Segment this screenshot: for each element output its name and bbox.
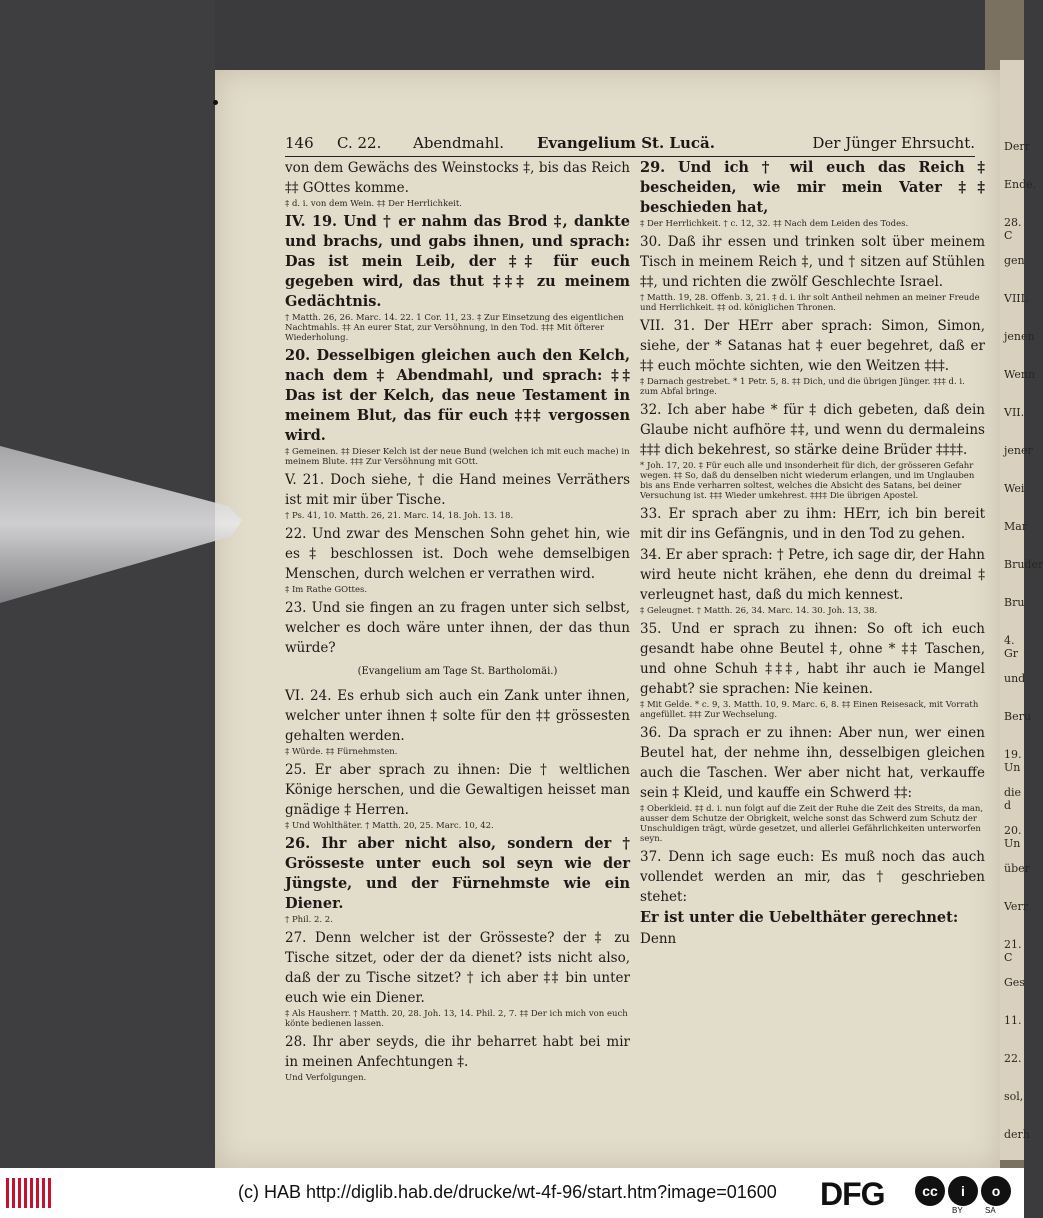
edge-fragment: Wenn <box>1004 368 1036 381</box>
barcode-bar <box>18 1178 21 1208</box>
footnote: ‡ Geleugnet. † Matth. 26, 34. Marc. 14. 30. Joh. 13, 38. <box>640 606 878 616</box>
edge-fragment: VIII. <box>1004 292 1029 305</box>
topic-label: Abendmahl. <box>413 134 504 152</box>
footnote: ‡ Im Rathe GOttes. <box>285 585 368 595</box>
footnote: ‡ Würde. ‡‡ Fürnehmsten. <box>285 747 398 757</box>
footnote: ‡ Oberkleid. ‡‡ d. i. nun folgt auf die Zeit der Ruhe die Zeit des Streits, da man, ausser dem Schutze der Obrigkeit, welche sonst das Schwerd zum Schutz der Unschuldigen trägt, würde gesetzet, und allerlei Gefährlichkeiten unterworfen seyn. <box>640 804 984 844</box>
footnote: ‡ Als Hausherr. † Matth. 20, 28. Joh. 13, 14. Phil. 2, 7. ‡‡ Der ich mich von euch könte bedienen lassen. <box>285 1009 628 1029</box>
footnote: ‡ Und Wohlthäter. † Matth. 20, 25. Marc. 10, 42. <box>285 821 494 831</box>
edge-fragment: 21. C <box>1004 938 1022 964</box>
verse-paragraph: 25. Er aber sprach zu ihnen: Die † weltlichen Könige herschen, und die Gewaltigen heisset man gnädige ‡ Herren. <box>285 762 630 818</box>
verse-paragraph: von dem Gewächs des Weinstocks ‡, bis das Reich ‡‡ GOttes komme. <box>285 160 630 196</box>
sa-label: SA <box>985 1206 996 1215</box>
right-column <box>640 158 985 950</box>
footnote: ‡ Darnach gestrebet. * 1 Petr. 5, 8. ‡‡ Dich, und die übrigen Jünger. ‡‡‡ d. i. zum Abfal bringe. <box>640 377 965 397</box>
edge-fragment: 28. C <box>1004 216 1022 242</box>
verse-paragraph: 36. Da sprach er zu ihnen: Aber nun, wer einen Beutel hat, der nehme ihn, desselbigen gleichen auch die Taschen. Wer aber nicht hat, verkauffe sein ‡ Kleid, und kauffe ein Schwerd ‡‡: <box>640 725 985 801</box>
barcode-bar <box>30 1178 33 1208</box>
barcode-bar <box>6 1178 9 1208</box>
verse-paragraph: VI. 24. Es erhub sich auch ein Zank unter ihnen, welcher unter ihnen ‡ solte für den ‡‡ grössesten gehalten werden. <box>285 688 630 744</box>
verse-paragraph: 29. Und ich † wil euch das Reich ‡ bescheiden, wie mir mein Vater ‡‡ beschieden hat, <box>640 159 985 216</box>
next-page-edge <box>1000 60 1043 1160</box>
barcode-logo <box>6 1178 51 1208</box>
book-page <box>215 70 1000 1168</box>
footnote: † Phil. 2. 2. <box>285 915 333 925</box>
footnote: † Matth. 19, 28. Offenb. 3, 21. ‡ d. i. ihr solt Antheil nehmen an meiner Freude und Herrlichkeit. ‡‡ od. königlichen Thronen. <box>640 293 980 313</box>
edge-fragment: sol, <box>1004 1090 1024 1103</box>
edge-fragment: gen <box>1004 254 1025 267</box>
footnote: ‡ Gemeinen. ‡‡ Dieser Kelch ist der neue Bund (welchen ich mit euch mache) in meinem Blute. ‡‡‡ Zur Versöhnung mit GOtt. <box>285 447 630 467</box>
credit-text: (c) HAB http://diglib.hab.de/drucke/wt-4f-96/start.htm?image=01600 <box>238 1182 777 1202</box>
barcode-bar <box>42 1178 45 1208</box>
verse-paragraph: 35. Und er sprach zu ihnen: So oft ich euch gesandt habe ohne Beutel ‡, ohne * ‡‡ Taschen, und ohne Schuh ‡‡‡, habt ihr auch ie Mangel gehabt? sie sprachen: Nie keinen. <box>640 621 985 697</box>
license-badge <box>915 1176 1011 1206</box>
edge-fragment: VII. <box>1004 406 1025 419</box>
page-header <box>285 134 975 157</box>
verse-paragraph: 32. Ich aber habe * für ‡ dich gebeten, daß dein Glaube nicht aufhöre ‡‡, und wenn du dermaleins ‡‡‡ dich bekehrest, so stärke deine Brüder ‡‡‡‡. <box>640 402 985 458</box>
edge-fragment: Bru <box>1004 596 1025 609</box>
verse-paragraph: 22. Und zwar des Menschen Sohn gehet hin, wie es ‡ beschlossen ist. Doch wehe demselbigen Menschen, durch welchen er verrathen wird. <box>285 526 630 582</box>
verse-paragraph: 28. Ihr aber seyds, die ihr beharret habt bei mir in meinen Anfechtungen ‡. <box>285 1034 630 1070</box>
footnote: ‡ Der Herrlichkeit. † c. 12, 32. ‡‡ Nach dem Leiden des Todes. <box>640 219 909 229</box>
footnote: ‡ d. i. von dem Wein. ‡‡ Der Herrlichkeit. <box>285 199 462 209</box>
verse-paragraph: 34. Er aber sprach: † Petre, ich sage dir, der Hahn wird heute nicht krähen, ehe denn du dreimal ‡ verleugnet hast, daß du mich kennest. <box>640 547 985 603</box>
footnote: * Joh. 17, 20. ‡ Für euch alle und insonderheit für dich, der grösseren Gefahr wegen. ‡‡ So, daß du denselben nicht wiederum erlangen, und im Unglauben bis ans Ende verharren soltest, welches die Absicht des Satans, bei deiner Versuchung ist. ‡‡‡ Wieder umkehrest. ‡‡‡‡ Die übrigen Apostel. <box>640 461 975 501</box>
footnote: † Ps. 41, 10. Matth. 26, 21. Marc. 14, 18. Joh. 13. 18. <box>285 511 514 521</box>
edge-fragment: und <box>1004 672 1026 685</box>
ink-dot <box>213 100 218 105</box>
footnote: ‡ Mit Gelde. * c. 9, 3. Matth. 10, 9. Marc. 6, 8. ‡‡ Einen Reisesack, mit Vorrath angefüllet. ‡‡‡ Zur Wechselung. <box>640 700 979 720</box>
chapter-label: C. 22. <box>337 134 382 152</box>
page-number: 146 <box>285 134 314 152</box>
edge-fragment: derh <box>1004 1128 1030 1141</box>
verse-paragraph: 37. Denn ich sage euch: Es muß noch das auch vollendet werden an mir, das † geschrieben stehet: <box>640 849 985 905</box>
edge-fragment: Mar <box>1004 520 1028 533</box>
edge-fragment: 4. Gr <box>1004 634 1019 660</box>
dfg-logo: DFG <box>820 1176 885 1212</box>
section-caption: (Evangelium am Tage St. Bartholomäi.) <box>357 666 558 677</box>
edge-fragment: 19. Un <box>1004 748 1022 774</box>
edge-fragment: Beru <box>1004 710 1031 723</box>
edge-fragment: jener <box>1004 444 1033 457</box>
left-column <box>285 158 630 1086</box>
verse-paragraph: VII. 31. Der HErr aber sprach: Simon, Simon, siehe, der * Satanas hat ‡ euer begehret, daß er ‡‡ euch möchte sichten, wie den Weitzen ‡‡‡. <box>640 318 985 374</box>
sa-icon: o <box>981 1176 1011 1206</box>
edge-fragment: Ges <box>1004 976 1025 989</box>
verse-paragraph: 23. Und sie fingen an zu fragen unter sich selbst, welcher es doch wäre unter ihnen, der das thun würde? <box>285 600 630 656</box>
barcode-bar <box>48 1178 51 1208</box>
edge-fragment: 22. <box>1004 1052 1022 1065</box>
verse-paragraph: V. 21. Doch siehe, † die Hand meines Verräthers ist mit mir über Tische. <box>285 472 630 508</box>
edge-fragment: Bruder <box>1004 558 1043 571</box>
footnote: † Matth. 26, 26. Marc. 14. 22. 1 Cor. 11, 23. ‡ Zur Einsetzung des eigentlichen Nachtmahls. ‡‡ An eurer Stat, zur Versöhnung, in den Tod. ‡‡‡ Mit öfterer Wiederholung. <box>285 313 624 343</box>
edge-fragment: Verr <box>1004 900 1028 913</box>
verse-paragraph: 30. Daß ihr essen und trinken solt über meinem Tisch in meinem Reich ‡, und † sitzen auf Stühlen ‡‡, und richten die zwölf Geschlechte Israel. <box>640 234 985 290</box>
pointer-rod <box>0 428 245 618</box>
verse-paragraph: 20. Desselbigen gleichen auch den Kelch, nach dem ‡ Abendmahl, und sprach: ‡‡ Das ist der Kelch, das neue Testament in meinem Blut, das für euch ‡‡‡ vergossen wird. <box>285 347 630 444</box>
by-icon: i <box>948 1176 978 1206</box>
barcode-bar <box>12 1178 15 1208</box>
verse-paragraph: 27. Denn welcher ist der Grösseste? der ‡ zu Tische sitzet, oder der da dienet? ists nicht also, daß der zu Tische sitzet? † ich aber ‡‡ bin unter euch wie ein Diener. <box>285 930 630 1006</box>
cc-icon: cc <box>915 1176 945 1206</box>
barcode-bar <box>24 1178 27 1208</box>
verse-paragraph: IV. 19. Und † er nahm das Brod ‡, dankte und brachs, und gabs ihnen, und sprach: Das ist mein Leib, der ‡‡ für euch gegeben wird, das thut ‡‡‡ zu meinem Gedächtnis. <box>285 213 630 310</box>
edge-fragment: 20. Un <box>1004 824 1022 850</box>
edge-fragment: die d <box>1004 786 1022 812</box>
right-topic-label: Der Jünger Ehrsucht. <box>812 134 975 152</box>
footnote: Und Verfolgungen. <box>285 1073 367 1083</box>
edge-fragment: Wei <box>1004 482 1025 495</box>
book-title: Evangelium St. Lucä. <box>537 134 715 152</box>
barcode-bar <box>36 1178 39 1208</box>
edge-fragment: über <box>1004 862 1030 875</box>
edge-fragment: jenen <box>1004 330 1035 343</box>
by-label: BY <box>952 1206 963 1215</box>
verse-paragraph: Er ist unter die Uebelthäter gerechnet: <box>640 909 959 926</box>
edge-fragment: 11. <box>1004 1014 1022 1027</box>
verse-paragraph: Denn <box>640 931 677 947</box>
edge-fragment: Ende. <box>1004 178 1037 191</box>
edge-fragment: Derr <box>1004 140 1030 153</box>
verse-paragraph: 26. Ihr aber nicht also, sondern der † Grösseste unter euch sol seyn wie der Jüngste, und der Fürnehmste wie ein Diener. <box>285 835 630 912</box>
footer-bar <box>0 1168 1024 1218</box>
verse-paragraph: 33. Er sprach aber zu ihm: HErr, ich bin bereit mit dir ins Gefängnis, und in den Tod zu gehen. <box>640 506 985 542</box>
